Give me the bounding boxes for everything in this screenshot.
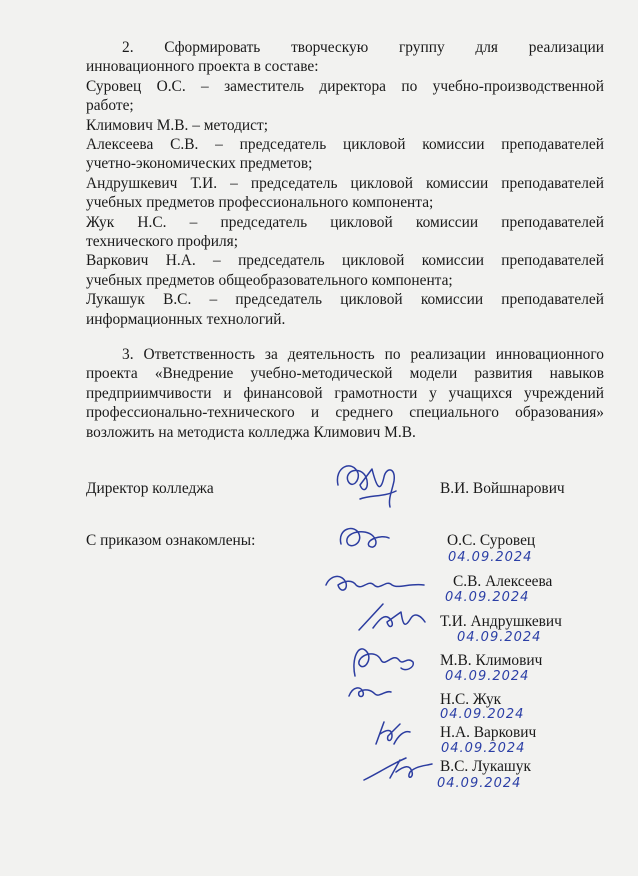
director-name: В.И. Войшнарович (440, 480, 565, 497)
member-1-line2: работе; (86, 97, 134, 115)
item-3-line1: 3. Ответственность за деятельность по реализации инновационного (122, 346, 604, 363)
member-4-line2: учебных предметов профессионального компонента; (86, 194, 434, 212)
item-3-line2: проекта «Внедрение учебно-методической модели развития навыков (86, 365, 604, 383)
person-1-signature (335, 520, 395, 560)
person-7-signature (360, 752, 440, 787)
person-4-signature (345, 638, 425, 683)
member-3-line1: Алексеева С.В. – председатель цикловой комиссии преподавателей (86, 136, 604, 154)
person-7-name: В.С. Лукашук (440, 758, 531, 775)
member-4-line1: Андрушкевич Т.И. – председатель цикловой комиссии преподавателей (86, 174, 604, 192)
person-3-signature (355, 598, 435, 638)
item-3-line3: предприимчивости и финансовой грамотности у учащихся учреждений (86, 384, 604, 402)
item-3-section (86, 345, 604, 442)
member-6-line2: учебных предметов общеобразовательного компонента; (86, 271, 453, 289)
member-2-line1: Климович М.В. – методист; (86, 116, 268, 134)
member-5-line2: технического профиля; (86, 233, 239, 251)
member-5-line1: Жук Н.С. – председатель цикловой комиссии преподавателей (86, 213, 604, 231)
person-5-signature (345, 680, 395, 705)
member-6-line1: Варкович Н.А. – председатель цикловой комиссии преподавателей (86, 252, 604, 270)
person-4-name: М.В. Климович (440, 652, 543, 669)
person-2-date: 04.09.2024 (445, 590, 530, 605)
item-2-heading-line2: инновационного проекта в составе: (86, 58, 319, 76)
person-5-date: 04.09.2024 (440, 707, 525, 722)
director-title: Директор колледжа (86, 480, 214, 497)
person-3-name: Т.И. Андрушкевич (440, 613, 562, 630)
item-3-line4: профессионально-технического и среднего специального образования» (86, 404, 604, 422)
person-1-name: О.С. Суровец (447, 532, 536, 549)
person-6-date: 04.09.2024 (441, 741, 526, 756)
person-4-date: 04.09.2024 (445, 669, 530, 684)
item-2-heading-line1: 2. Сформировать творческую группу для реализации (122, 39, 604, 56)
person-6-signature (370, 718, 415, 748)
person-2-name: С.В. Алексеева (453, 573, 553, 590)
director-signature (330, 455, 410, 515)
person-5-name: Н.С. Жук (440, 691, 502, 708)
member-1-line1: Суровец О.С. – заместитель директора по учебно-производственной (86, 77, 604, 95)
acquainted-label: С приказом ознакомлены: (86, 532, 256, 549)
person-1-date: 04.09.2024 (448, 550, 533, 565)
item-2-section (86, 38, 604, 329)
person-3-date: 04.09.2024 (457, 630, 542, 645)
member-7-line2: информационных технологий. (86, 310, 286, 328)
member-7-line1: Лукашук В.С. – председатель цикловой комиссии преподавателей (86, 291, 604, 309)
member-3-line2: учетно-экономических предметов; (86, 155, 313, 173)
person-6-name: Н.А. Варкович (440, 724, 537, 741)
item-3-line5: возложить на методиста колледжа Климович М.В. (86, 423, 416, 441)
person-7-date: 04.09.2024 (437, 776, 522, 791)
